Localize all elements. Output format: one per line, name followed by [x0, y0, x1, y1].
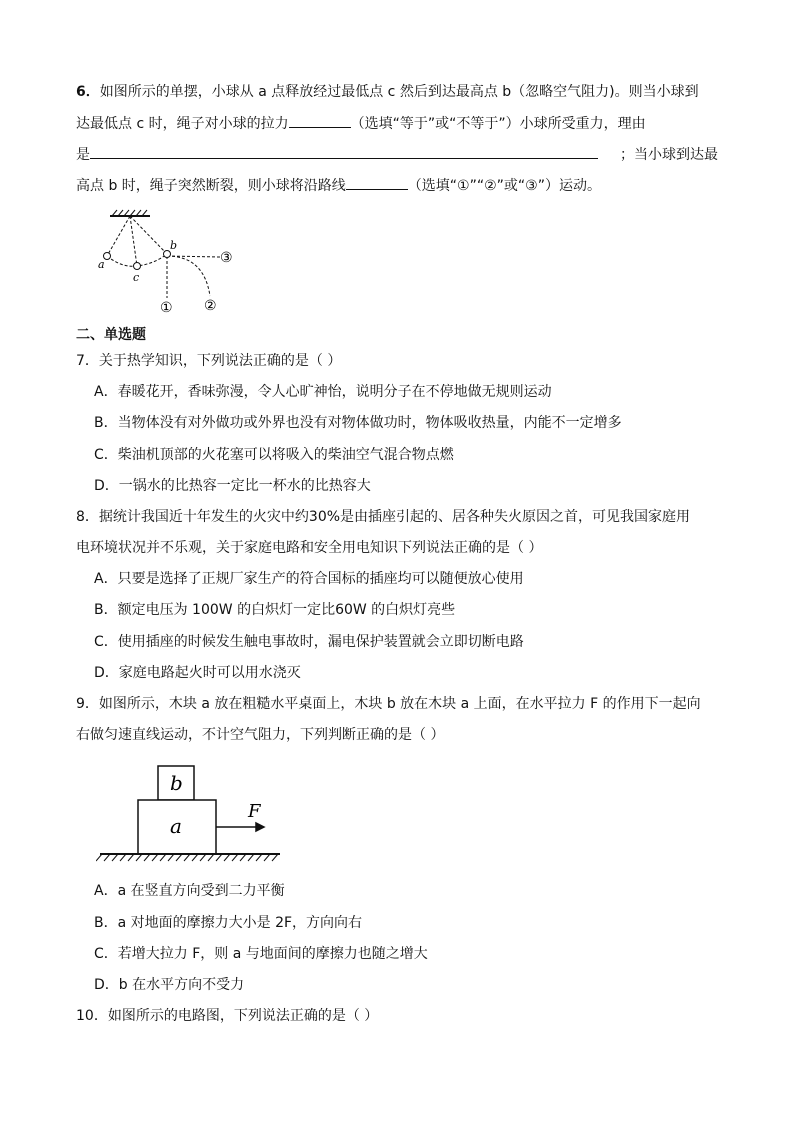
q6-text-1: 如图所示的单摆，小球从 a 点释放经过最低点 c 然后到达最高点 b（忽略空气阻力)。则当小球到	[99, 84, 699, 100]
q6-line-2	[76, 113, 646, 134]
label-c: c	[133, 271, 140, 284]
ball-c	[134, 263, 141, 270]
q8-option-c[interactable]: C．使用插座的时候发生触电事故时，漏电保护装置就会立即切断电路	[94, 634, 524, 650]
q9-option-c[interactable]: C．若增大拉力 F，则 a 与地面间的摩擦力也随之增大	[94, 946, 428, 962]
block-a-label: a	[170, 814, 182, 838]
q7-option-b[interactable]: B．当物体没有对外做功或外界也没有对物体做功时，物体吸收热量，内能不一定增多	[94, 415, 622, 431]
path-label-2: ②	[204, 298, 217, 314]
paths	[167, 256, 220, 298]
q6-line-1	[76, 82, 699, 102]
q8-option-d[interactable]: D．家庭电路起火时可以用水浇灭	[94, 665, 301, 681]
q6-blank-1[interactable]	[289, 113, 351, 128]
q6-text-4a: 高点 b 时，绳子突然断裂，则小球将沿路线	[76, 178, 346, 194]
q6-text-4b: （选填“①”“②”或“③”）运动。	[407, 178, 601, 194]
q9-option-a[interactable]: A．a 在竖直方向受到二力平衡	[94, 883, 285, 899]
label-a: a	[98, 258, 105, 271]
q7-option-c[interactable]: C．柴油机顶部的火花塞可以将吸入的柴油空气混合物点燃	[94, 447, 454, 463]
path-label-3: ③	[220, 250, 233, 266]
force-arrow	[216, 823, 264, 831]
ceiling-support	[110, 210, 150, 216]
q9-option-b[interactable]: B．a 对地面的摩擦力大小是 2F，方向向右	[94, 915, 363, 931]
blocks-figure	[96, 760, 286, 866]
q6-text-2b: （选填“等于”或“不等于”）小球所受重力，理由	[350, 116, 646, 132]
label-b: b	[170, 239, 178, 252]
q10-stem: 10．如图所示的电路图，下列说法正确的是（ ）	[76, 1008, 379, 1024]
force-label: F	[248, 801, 261, 822]
q6-text-3a: 是	[76, 147, 90, 163]
q6-number: 6．	[76, 84, 100, 100]
q8-option-b[interactable]: B．额定电压为 100W 的白炽灯一定比60W 的白炽灯亮些	[94, 602, 456, 618]
q6-text-2a: 达最低点 c 时，绳子对小球的拉力	[76, 116, 289, 132]
q6-text-3b: ；当小球到达最	[620, 147, 718, 163]
q9-stem-2: 右做匀速直线运动，不计空气阻力，下列判断正确的是（ ）	[76, 727, 445, 743]
q8-option-a[interactable]: A．只要是选择了正规厂家生产的符合国标的插座均可以随便放心使用	[94, 571, 524, 587]
q9-stem-1: 9．如图所示，木块 a 放在粗糙水平桌面上，木块 b 放在木块 a 上面，在水平拉力 F 的作用下一起向	[76, 696, 701, 712]
q6-line-4	[76, 175, 601, 196]
q8-stem-2: 电环境状况并不乐观，关于家庭电路和安全用电知识下列说法正确的是（ ）	[76, 540, 543, 556]
ground-surface	[96, 854, 280, 861]
q7-option-a[interactable]: A．春暖花开，香味弥漫，令人心旷神怡，说明分子在不停地做无规则运动	[94, 384, 552, 400]
pendulum-strings	[107, 216, 167, 266]
q6-blank-2[interactable]	[90, 144, 598, 159]
q6-blank-3[interactable]	[346, 175, 408, 190]
pendulum-figure	[92, 206, 252, 318]
q7-stem: 7．关于热学知识，下列说法正确的是（ ）	[76, 353, 342, 369]
path-label-1: ①	[160, 300, 173, 316]
section-heading: 二、单选题	[76, 327, 146, 343]
q9-option-d[interactable]: D．b 在水平方向不受力	[94, 977, 245, 993]
q7-option-d[interactable]: D．一锅水的比热容一定比一杯水的比热容大	[94, 478, 371, 494]
block-b-label: b	[170, 771, 183, 795]
q8-stem-1: 8．据统计我国近十年发生的火灾中约30%是由插座引起的、居各种失火原因之首，可见我国家庭用	[76, 509, 691, 525]
q6-line-3	[76, 144, 718, 165]
